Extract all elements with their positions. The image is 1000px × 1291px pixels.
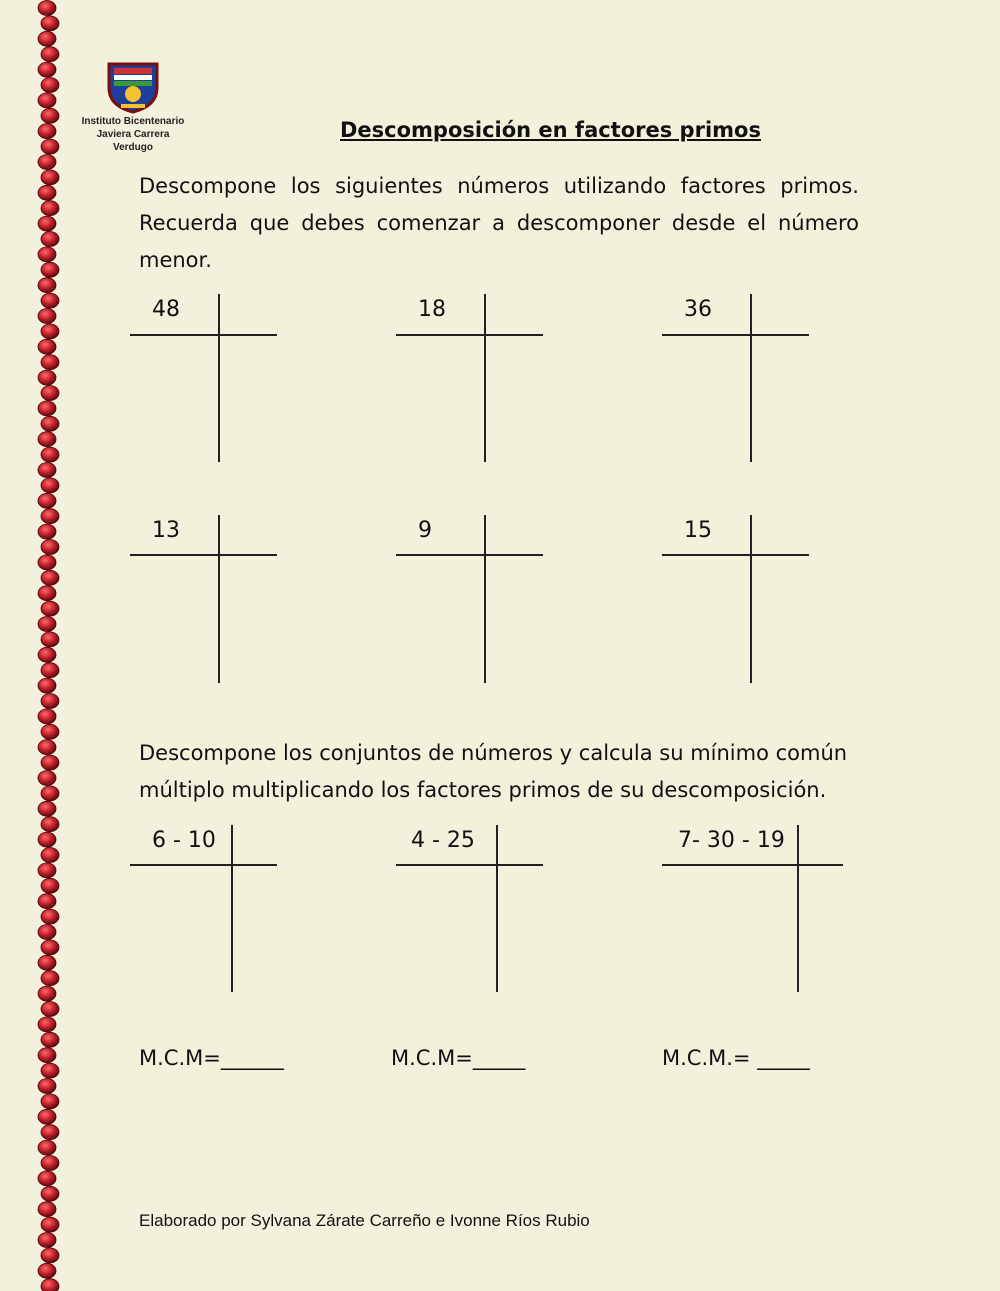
bead (38, 647, 56, 662)
bead (41, 1156, 59, 1171)
bead (38, 894, 56, 909)
school-name-line3: Verdugo (112, 142, 153, 153)
bead (41, 355, 59, 370)
bead (38, 1048, 56, 1063)
bead (41, 78, 59, 93)
bead (38, 617, 56, 632)
bead (41, 817, 59, 832)
bead (38, 1140, 56, 1155)
bead (41, 1063, 59, 1078)
bead (41, 324, 59, 339)
bead (41, 139, 59, 154)
instructions-section2: Descompone los conjuntos de números y calcula su mínimo común múltiplo multiplicando los factores primos de su descomposición. (139, 741, 848, 802)
lcm-answer-2[interactable]: M.C.M=_____ (391, 1046, 526, 1070)
bead (38, 1202, 56, 1217)
bead (38, 1109, 56, 1124)
bead (38, 586, 56, 601)
bead (38, 216, 56, 231)
bead (38, 278, 56, 293)
bead (38, 247, 56, 262)
bead (41, 848, 59, 863)
bead (38, 740, 56, 755)
bead (38, 62, 56, 77)
bead (38, 309, 56, 324)
bead (41, 909, 59, 924)
school-name-line1: Instituto Bicentenario (81, 116, 185, 127)
tree-number-set: 7- 30 - 19 (678, 828, 785, 853)
school-name-line2: Javiera Carrera (96, 129, 170, 140)
bead (38, 709, 56, 724)
bead (38, 155, 56, 170)
bead (41, 1217, 59, 1232)
bead (38, 401, 56, 416)
bead (41, 478, 59, 493)
tree-vertical-line (750, 294, 752, 462)
tree-horizontal-line (662, 554, 809, 556)
bead (38, 463, 56, 478)
bead (38, 31, 56, 46)
footer-credit: Elaborado por Sylvana Zárate Carreño e Ivonne Ríos Rubio (139, 1211, 590, 1230)
tree-vertical-line (218, 294, 220, 462)
school-crest-logo (105, 58, 161, 114)
tree-number: 15 (684, 518, 712, 543)
bead (38, 124, 56, 139)
bead (38, 555, 56, 570)
tree-horizontal-line (662, 864, 843, 866)
bead (38, 771, 56, 786)
bead (38, 1017, 56, 1032)
tree-horizontal-line (662, 334, 809, 336)
bead (38, 432, 56, 447)
tree-number-set: 4 - 25 (411, 828, 475, 853)
bead (38, 1263, 56, 1278)
tree-number: 9 (418, 518, 432, 543)
tree-horizontal-line (396, 864, 543, 866)
tree-horizontal-line (130, 334, 277, 336)
bead (41, 262, 59, 277)
tree-horizontal-line (130, 554, 277, 556)
lcm-answer-1[interactable]: M.C.M=______ (139, 1046, 284, 1070)
bead (38, 832, 56, 847)
bead (41, 447, 59, 462)
bead (38, 678, 56, 693)
bead (41, 540, 59, 555)
tree-horizontal-line (396, 554, 543, 556)
bead (41, 1186, 59, 1201)
bead (41, 416, 59, 431)
tree-vertical-line (484, 515, 486, 683)
tree-number: 48 (152, 297, 180, 322)
lcm-answer-3[interactable]: M.C.M.= _____ (662, 1046, 810, 1070)
tree-horizontal-line (396, 334, 543, 336)
bead (41, 786, 59, 801)
bead (41, 663, 59, 678)
bead (41, 386, 59, 401)
bead (38, 1, 56, 16)
bead-border (0, 0, 64, 1291)
bead (41, 1032, 59, 1047)
bead (41, 755, 59, 770)
bead (41, 108, 59, 123)
bead (41, 293, 59, 308)
bead (38, 339, 56, 354)
tree-horizontal-line (130, 864, 277, 866)
bead (38, 1233, 56, 1248)
bead (41, 1248, 59, 1263)
tree-vertical-line (750, 515, 752, 683)
tree-number-set: 6 - 10 (152, 828, 216, 853)
tree-number: 18 (418, 297, 446, 322)
bead (41, 1094, 59, 1109)
bead (41, 16, 59, 31)
tree-vertical-line (231, 825, 233, 992)
bead (41, 724, 59, 739)
bead (41, 232, 59, 247)
bead (41, 632, 59, 647)
bead (38, 1171, 56, 1186)
bead (38, 93, 56, 108)
bead (41, 694, 59, 709)
bead (41, 1002, 59, 1017)
bead (41, 878, 59, 893)
tree-vertical-line (218, 515, 220, 683)
bead (41, 940, 59, 955)
school-name (78, 115, 188, 154)
bead (38, 493, 56, 508)
tree-number: 36 (684, 297, 712, 322)
bead (41, 509, 59, 524)
bead (41, 201, 59, 216)
tree-vertical-line (496, 825, 498, 992)
bead (38, 925, 56, 940)
page-title: Descomposición en factores primos (340, 118, 761, 142)
tree-number: 13 (152, 518, 180, 543)
bead (38, 370, 56, 385)
bead (41, 170, 59, 185)
bead (41, 601, 59, 616)
tree-vertical-line (797, 825, 799, 992)
bead (41, 1125, 59, 1140)
bead (38, 986, 56, 1001)
bead (38, 801, 56, 816)
bead (41, 47, 59, 62)
bead (38, 955, 56, 970)
bead (41, 1279, 59, 1291)
bead (38, 524, 56, 539)
tree-vertical-line (484, 294, 486, 462)
bead (38, 185, 56, 200)
bead (41, 570, 59, 585)
bead (38, 863, 56, 878)
bead (38, 1079, 56, 1094)
bead (41, 971, 59, 986)
instructions-section1: Descompone los siguientes números utilizando factores primos. Recuerda que debes comenzar a descomponer desde el número menor. (139, 174, 859, 272)
